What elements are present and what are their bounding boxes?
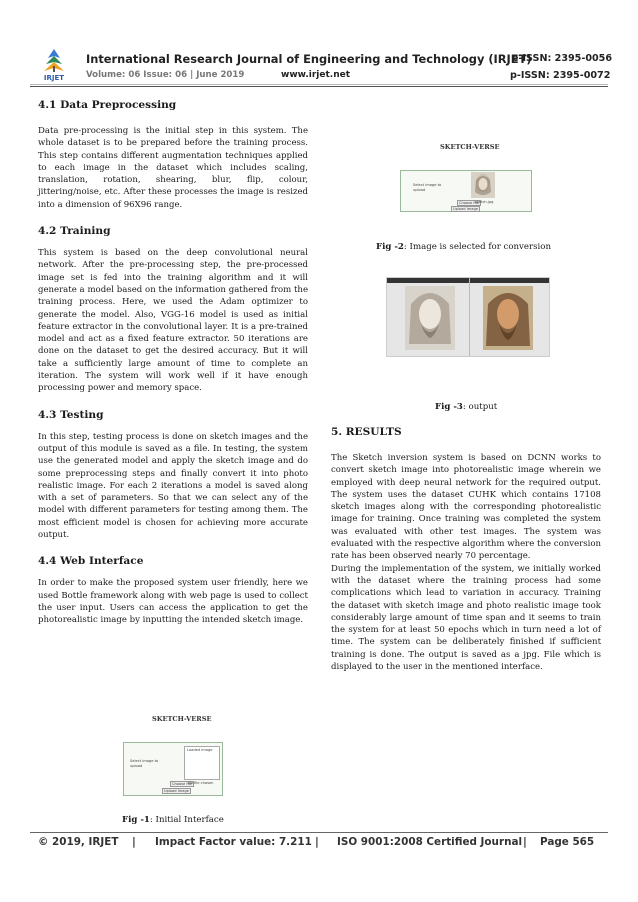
figure-3-caption xyxy=(435,402,497,412)
caption-label: Fig -3 xyxy=(435,402,463,412)
figure-3 xyxy=(386,277,550,357)
app-title: SKETCH-VERSE xyxy=(152,715,212,723)
choose-file-button[interactable]: Choose file xyxy=(172,782,192,786)
footer-separator: | xyxy=(315,836,319,848)
footer-divider xyxy=(30,832,608,833)
iso-certification: ISO 9001:2008 Certified Journal xyxy=(337,836,523,848)
header-divider-dark xyxy=(30,86,608,87)
figure-2-caption xyxy=(376,242,551,252)
journal-title: International Research Journal of Engineering and Technology (IRJET) xyxy=(86,52,532,66)
section-title: 4.1 Data Preprocessing xyxy=(38,99,177,111)
left-column xyxy=(38,99,308,627)
figure-1 xyxy=(112,712,222,798)
caption-label: Fig -2 xyxy=(376,242,404,252)
caption-text: : Initial Interface xyxy=(149,815,224,825)
output-photo-image xyxy=(483,286,533,350)
choose-file-button[interactable]: Choose file xyxy=(459,201,479,205)
upload-button[interactable]: Upload Image xyxy=(453,207,478,211)
footer-separator: | xyxy=(523,836,527,848)
paragraph: Data pre-processing is the initial step in this system. The whole dataset is to be prepared before the training process. This step contains different augmentation techniques applied to each image in the dataset which includes scaling, translation, rotation, shearing, blur, flip, colour, jittering/noise, etc. After these processes the image is resized into a dimension of 96X96 range. xyxy=(38,126,308,210)
file-name: sketch.jpg xyxy=(475,200,494,204)
paragraph: In this step, testing process is done on sketch images and the output of this module is saved as a file. In testing, the system use the generated model and apply the sketch image and do some preprocessing steps and finally convert it into photo realistic image. For each 2 iterations a model is saved along with a set of parameters. So that we can select any of the model with different parameters for testing among them. The most efficient model is chosen for achieving more accurate output. xyxy=(38,431,308,541)
caption-text: : Image is selected for conversion xyxy=(403,242,551,252)
website-link[interactable]: www.irjet.net xyxy=(281,70,351,80)
file-status: No file chosen xyxy=(188,781,214,785)
section-title: 4.3 Testing xyxy=(38,408,104,421)
sketch-thumbnail xyxy=(471,172,495,198)
e-issn: e-ISSN: 2395-0056 xyxy=(512,53,613,64)
caption-label: Fig -1 xyxy=(122,815,150,825)
sketch-face-icon xyxy=(471,172,495,198)
window-divider xyxy=(469,278,470,356)
select-label: Select image to upload xyxy=(413,183,442,192)
paragraph: This system is based on the deep convolutional neural network. After the pre-processing step, the pre-processed image set is fed into the training algorithm and it will generate a model based on the information gathered from the training process. Here, we used the Adam optimizer to generate the model. Also, VGG-16 model is used as initial feature extractor in the convolutional layer. It is a pre-trained model and act as a fixed feature extractor. 50 iterations are done on the dataset to get the desired accuracy. But it will take a sufficiently large amount of time to complete an iteration. The system will work well if it have enough processing power and memory space. xyxy=(38,248,308,394)
copyright: © 2019, IRJET xyxy=(38,836,119,848)
p-issn: p-ISSN: 2395-0072 xyxy=(510,70,611,81)
section-title: 4.4 Web Interface xyxy=(38,555,144,568)
logo-text: IRJET xyxy=(43,74,65,82)
app-title: SKETCH-VERSE xyxy=(440,143,500,151)
image-preview xyxy=(184,746,220,780)
input-sketch-image xyxy=(405,286,455,350)
paragraph: The Sketch inversion system is based on DCNN works to convert sketch image into photorealistic image wherein we employed with deep neural network for the required output. The system uses the dataset CUHK which contains 17108 sketch images along with the corresponding photorealistic image for training. Once training was completed the system was evaluated with other test images. The system was evaluated with the respective algorithm where the conversion rate has been observed nearly 70 percentage. xyxy=(331,453,601,562)
results-section xyxy=(331,426,601,673)
logo-mark-icon xyxy=(44,49,64,72)
app-panel xyxy=(123,742,223,796)
section-title: 4.2 Training xyxy=(38,225,111,238)
paragraph: During the implementation of the system, we initially worked with the dataset where the training process had some complications which lead to variation in accuracy. Training the dataset with sketch image and photo realistic image took considerably large amount of time span and it seems to train the system for at least 50 epochs which in turn need a lot of time. The system can be deliberately finished if sufficient training is done. The output is saved as a jpg. File which is displayed to the user in the mentioned interface. xyxy=(331,563,601,673)
footer-separator: | xyxy=(132,836,136,848)
impact-factor: Impact Factor value: 7.211 xyxy=(155,836,312,848)
window-titlebar xyxy=(387,278,549,283)
app-panel xyxy=(400,170,532,212)
paragraph: In order to make the proposed system user friendly, here we used Bottle framework along with web page is used to collect the user input. Users can access the application to get the photorealistic image by inputting the intended sketch image. xyxy=(38,578,308,626)
preview-alt-text: Loaded image xyxy=(187,748,213,752)
page-number: Page 565 xyxy=(540,836,595,848)
irjet-logo xyxy=(38,46,70,82)
select-label: Select image to upload xyxy=(130,759,159,768)
upload-button[interactable]: Upload Image xyxy=(164,789,189,793)
section-title: 5. RESULTS xyxy=(331,426,402,438)
header-divider xyxy=(30,84,608,85)
caption-text: : output xyxy=(462,402,498,412)
figure-1-caption xyxy=(122,815,224,825)
figure-2 xyxy=(396,140,538,214)
volume-issue: Volume: 06 Issue: 06 | June 2019 xyxy=(86,70,245,80)
